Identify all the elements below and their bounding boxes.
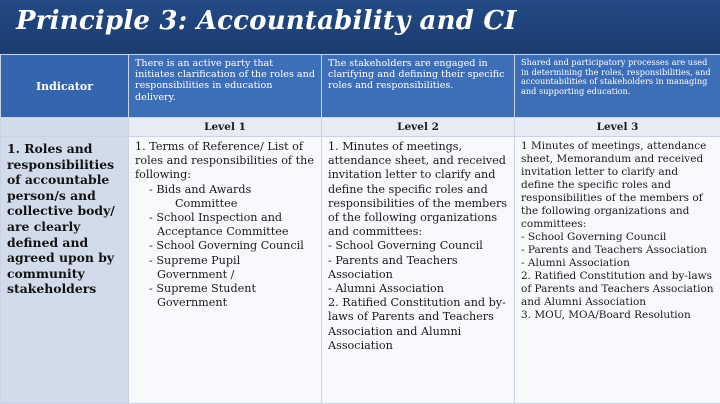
- level-row: [1, 118, 720, 137]
- list-item: - Parents and Teachers Association: [328, 253, 458, 281]
- level2-cell: [322, 137, 515, 404]
- page-title: Principle 3: Accountability and CI: [16, 6, 517, 36]
- content-row: [1, 137, 720, 404]
- level2-description: [322, 55, 515, 118]
- level3-cell: [515, 137, 720, 404]
- level2-item2: 2. Ratified Constitution and by-laws of Parents and Teachers Association and Alumni Association: [328, 296, 506, 352]
- list-item: Government: [157, 296, 228, 310]
- indicator-header: Indicator: [1, 55, 129, 118]
- list-item: - School Governing Council: [521, 231, 667, 243]
- list-item: - Supreme Pupil: [149, 253, 241, 267]
- level3-item3: 3. MOU, MOA/Board Resolution: [521, 309, 691, 321]
- level2-intro: 1. Minutes of meetings, attendance sheet, and received invitation letter to clarify and define the specific roles and responsibilities of the members of the following organizations and committees:: [328, 140, 508, 239]
- level1-cell: [129, 137, 322, 404]
- level3-heading: Level 3: [515, 118, 720, 137]
- level2-heading: Level 2: [322, 118, 515, 137]
- list-item: - Parents and Teachers Association: [521, 244, 707, 256]
- indicator-spacer: [1, 118, 129, 137]
- list-item: Acceptance Committee: [157, 225, 289, 239]
- level3-item2: 2. Ratified Constitution and by-laws of Parents and Teachers Association and Alumni Association: [521, 270, 714, 308]
- list-item: - Supreme Student: [149, 282, 256, 296]
- list-item: Committee: [175, 196, 238, 210]
- list-item: - School Governing Council: [328, 239, 483, 253]
- level1-description: [129, 55, 322, 118]
- level3-desc-text: Shared and participatory processes are used in determining the roles, responsibilities, and accountabilities of stakeholders in managing and supporting education.: [521, 57, 711, 96]
- list-item: - School Inspection and: [149, 211, 283, 225]
- indicator-table: [0, 54, 720, 404]
- list-item: - Alumni Association: [328, 282, 444, 296]
- level3-intro: 1 Minutes of meetings, attendance sheet, Memorandum and received invitation letter to clarify and define the specific roles and responsibilities of the members of the following organizations and committees:: [521, 140, 707, 230]
- level1-intro: 1. Terms of Reference/ List of roles and responsibilities of the following:: [135, 140, 314, 182]
- level1-desc-text: There is an active party that initiates clarification of the roles and responsibilities in education delivery.: [135, 58, 315, 103]
- title-bar: [0, 0, 720, 52]
- level2-desc-text: The stakeholders are engaged in clarifying and defining their specific roles and responsibilities.: [328, 58, 505, 92]
- list-item: - Bids and Awards: [149, 182, 252, 196]
- list-item: - Alumni Association: [521, 257, 630, 269]
- list-item: - School Governing Council: [149, 239, 304, 253]
- header-row: [1, 55, 720, 118]
- indicator-cell: [1, 137, 129, 404]
- indicator-text: 1. Roles and responsibilities of accountable person/s and collective body/ are clearly defined and agreed upon by community stakeholders: [7, 141, 115, 297]
- level3-description: [515, 55, 720, 118]
- list-item: Government /: [157, 267, 235, 281]
- level1-heading: Level 1: [129, 118, 322, 137]
